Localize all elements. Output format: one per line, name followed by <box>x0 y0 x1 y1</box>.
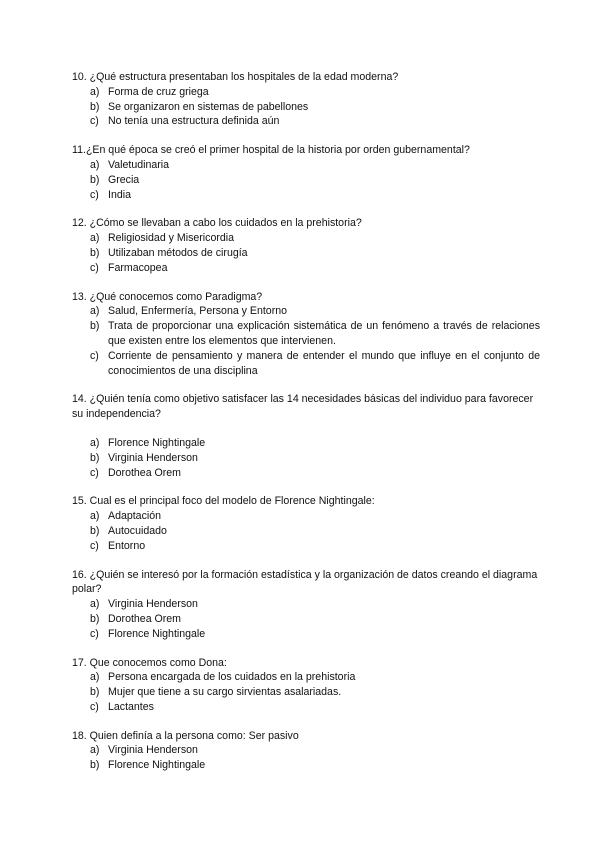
question-text: 11.¿En qué época se creó el primer hospital de la historia por orden gubernamental? <box>72 144 470 157</box>
option-item <box>72 319 540 349</box>
option-letter: c) <box>90 466 99 479</box>
option-letter: a) <box>90 85 100 98</box>
option-letter: a) <box>90 232 100 245</box>
question-16 <box>72 568 540 642</box>
option-text: Mujer que tiene a su cargo sirvientas asalariadas. <box>108 686 342 699</box>
option-letter: b) <box>90 759 100 772</box>
option-text: Trata de proporcionar una explicación sistemática de un fenómeno a través de relaciones que existen entre los elementos que intervienen. <box>108 320 540 347</box>
option-text: Adaptación <box>108 510 162 523</box>
option-text: Farmacopea <box>108 261 168 274</box>
option-item <box>72 114 540 129</box>
option-text: Persona encargada de los cuidados en la prehistoria <box>108 671 356 684</box>
option-item <box>72 700 540 715</box>
option-letter: a) <box>90 305 100 318</box>
question-text: 18. Quien definía a la persona como: Ser pasivo <box>72 729 299 742</box>
option-text: Lactantes <box>108 700 154 713</box>
option-item <box>72 509 540 524</box>
option-text: Virginia Henderson <box>108 744 198 757</box>
options-list <box>72 597 540 641</box>
question-14 <box>72 392 540 480</box>
option-letter: c) <box>90 188 99 201</box>
option-letter: b) <box>90 451 100 464</box>
question-text: 17. Que conocemos como Dona: <box>72 656 227 669</box>
option-item <box>72 85 540 100</box>
option-letter: c) <box>90 115 99 128</box>
option-item <box>72 539 540 554</box>
option-item <box>72 685 540 700</box>
question-15 <box>72 494 540 553</box>
question-17 <box>72 656 540 715</box>
option-letter: c) <box>90 261 99 274</box>
options-list <box>72 85 540 129</box>
question-text: 15. Cual es el principal foco del modelo de Florence Nightingale: <box>72 495 375 508</box>
options-list <box>72 743 540 773</box>
option-letter: b) <box>90 246 100 259</box>
question-text: 10. ¿Qué estructura presentaban los hospitales de la edad moderna? <box>72 71 399 83</box>
option-letter: b) <box>90 524 100 537</box>
option-item <box>72 158 540 173</box>
option-letter: a) <box>90 671 100 684</box>
question-10 <box>72 70 540 129</box>
option-letter: a) <box>90 598 100 611</box>
option-letter: a) <box>90 744 100 757</box>
option-item <box>72 173 540 188</box>
option-letter: b) <box>90 320 100 333</box>
option-letter: b) <box>90 100 100 113</box>
option-text: Florence Nightingale <box>108 436 206 449</box>
option-text: Forma de cruz griega <box>108 85 209 98</box>
question-text: 13. ¿Qué conocemos como Paradigma? <box>72 290 263 303</box>
options-list <box>72 436 540 480</box>
option-letter: b) <box>90 612 100 625</box>
option-item <box>72 188 540 203</box>
option-item <box>72 246 540 261</box>
blank-line <box>72 422 540 436</box>
option-letter: a) <box>90 436 100 449</box>
option-item <box>72 597 540 612</box>
option-letter: b) <box>90 173 100 186</box>
option-item <box>72 670 540 685</box>
option-item <box>72 304 540 319</box>
options-list <box>72 304 540 378</box>
option-text: Virginia Henderson <box>108 598 198 611</box>
option-letter: c) <box>90 700 99 713</box>
question-18 <box>72 729 540 773</box>
option-text: Florence Nightingale <box>108 759 206 772</box>
options-list <box>72 158 540 202</box>
option-text: India <box>108 188 131 201</box>
option-item <box>72 436 540 451</box>
option-item <box>72 743 540 758</box>
option-text: Corriente de pensamiento y manera de entender el mundo que influye en el conjunto de conocimientos de una disciplina <box>108 349 540 377</box>
option-item <box>72 451 540 466</box>
option-text: Salud, Enfermería, Persona y Entorno <box>108 305 288 318</box>
options-list <box>72 670 540 714</box>
option-text: Utilizaban métodos de cirugía <box>108 246 248 259</box>
option-item <box>72 231 540 246</box>
option-text: Grecia <box>108 173 140 186</box>
option-letter: a) <box>90 158 100 171</box>
option-text: Virginia Henderson <box>108 451 198 464</box>
option-item <box>72 758 540 773</box>
option-item <box>72 524 540 539</box>
option-text: Entorno <box>108 539 146 552</box>
question-text: 12. ¿Cómo se llevaban a cabo los cuidados en la prehistoria? <box>72 217 362 230</box>
question-13 <box>72 290 540 379</box>
option-letter: c) <box>90 627 99 640</box>
options-list <box>72 509 540 553</box>
option-text: Se organizaron en sistemas de pabellones <box>108 100 309 113</box>
option-item <box>72 100 540 115</box>
option-text: Valetudinaria <box>108 158 170 171</box>
option-text: No tenía una estructura definida aún <box>108 115 280 128</box>
option-item <box>72 349 540 379</box>
option-text: Autocuidado <box>108 524 167 537</box>
question-text: 14. ¿Quién tenía como objetivo satisfacer las 14 necesidades básicas del individuo para favorecer su independencia? <box>72 393 534 421</box>
question-12 <box>72 216 540 275</box>
option-item <box>72 627 540 642</box>
option-letter: a) <box>90 510 100 523</box>
option-letter: b) <box>90 686 100 699</box>
option-text: Dorothea Orem <box>108 466 182 479</box>
option-text: Religiosidad y Misericordia <box>108 232 234 245</box>
question-text: 16. ¿Quién se interesó por la formación estadística y la organización de datos creando el diagrama polar? <box>72 568 538 596</box>
option-text: Florence Nightingale <box>108 627 206 640</box>
option-item <box>72 466 540 481</box>
options-list <box>72 231 540 275</box>
option-text: Dorothea Orem <box>108 612 182 625</box>
option-item <box>72 261 540 276</box>
option-letter: c) <box>90 539 99 552</box>
option-letter: c) <box>90 349 99 362</box>
question-11 <box>72 143 540 202</box>
option-item <box>72 612 540 627</box>
